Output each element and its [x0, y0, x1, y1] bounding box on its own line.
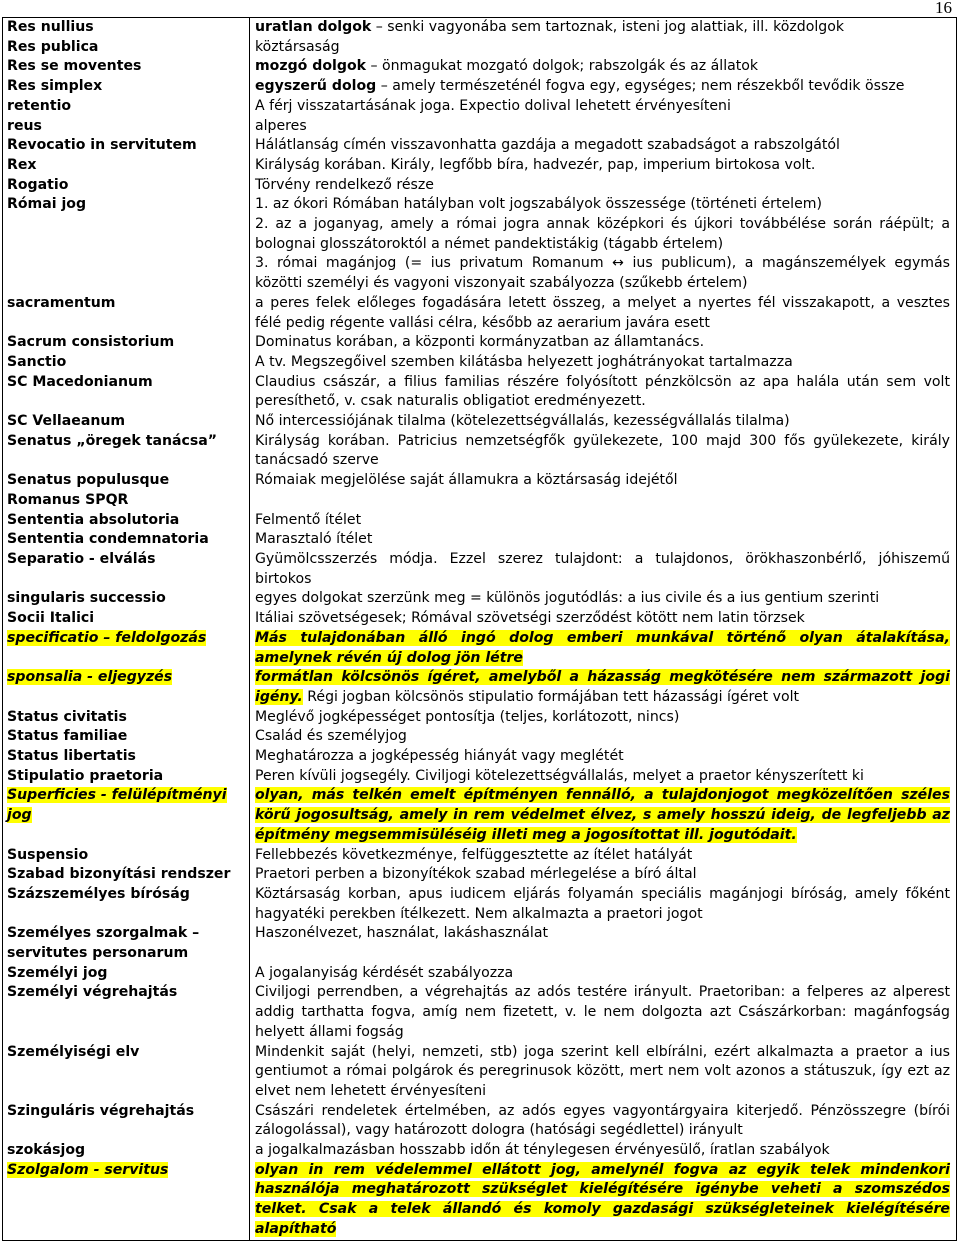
glossary-term: [3, 629, 250, 668]
glossary-term: [3, 18, 250, 38]
term-text: Superficies - felülépítményi jog: [7, 787, 227, 824]
glossary-term: [3, 412, 250, 432]
glossary-row: [3, 885, 956, 924]
glossary-definition: [250, 156, 956, 176]
definition-text: Császári rendeletek értelmében, az adós egyes vagyontárgyaira kiterjedő. Pénzösszegre (bírói zálogolással), vagy határozott dologra (hatósági segédlettel) irányult: [255, 1102, 950, 1139]
definition-text: formátlan kölcsönös ígéret, amelyből a házasság megkötésére nem származott jogi igény.: [255, 669, 950, 705]
term-text: Szabad bizonyítási rendszer: [7, 866, 231, 883]
glossary-row: [3, 1141, 956, 1161]
glossary-row: [3, 117, 956, 137]
definition-text: 3. római magánjog (= ius privatum Romanum ↔ ius publicum), a magánszemélyek egymás közötti személyi és vagyoni viszonyait szabályozza (szűkebb értelem): [255, 255, 950, 292]
definition-text: Civiljogi perrendben, a végrehajtás az adós testére irányult. Praetoriban: a felperes az alperest addig tarthatta fogva, amíg nem fizetett, v. le nem dolgozta azt Császárkorban: magánfogság helyett állami fogság: [255, 984, 950, 1040]
term-text: Személyiségi elv: [7, 1043, 140, 1060]
term-text: Sanctio: [7, 353, 67, 370]
glossary-definition: [250, 668, 956, 707]
glossary-row: [3, 786, 956, 845]
term-text: reus: [7, 117, 42, 134]
definition-text: Meglévő jogképességet pontosítja (teljes, korlátozott, nincs): [255, 708, 680, 725]
definition-text: Claudius császár, a filius familias részére folyósított pénzkölcsön az apa halála után sem volt peresíthető, v. csak naturalis obligatiot eredményezett.: [255, 373, 950, 410]
glossary-row: [3, 1161, 956, 1240]
glossary-term: [3, 77, 250, 97]
glossary-term: [3, 964, 250, 984]
term-text: SC Macedonianum: [7, 373, 153, 390]
glossary-term: [3, 668, 250, 707]
glossary-term: [3, 97, 250, 117]
definition-text: uratlan dolgok: [255, 19, 372, 35]
glossary-definition: [250, 18, 956, 38]
term-text: Res publica: [7, 38, 99, 55]
term-text: Suspensio: [7, 846, 89, 863]
definition-text: Fellebbezés következménye, felfüggesztette az ítélet hatályát: [255, 846, 693, 863]
glossary-row: [3, 38, 956, 58]
glossary-term: [3, 176, 250, 196]
term-text: Status familiae: [7, 728, 128, 745]
term-text: retentio: [7, 97, 72, 114]
glossary-term: [3, 117, 250, 137]
glossary-term: [3, 924, 250, 963]
glossary-definition: [250, 1141, 956, 1161]
definition-text: Régi jogban kölcsönös stipulatio formájában tett házassági ígéret volt: [302, 688, 800, 705]
definition-text: mozgó dolgok: [255, 58, 366, 75]
glossary-row: [3, 156, 956, 176]
glossary-row: [3, 432, 956, 471]
term-text: Szinguláris végrehajtás: [7, 1102, 195, 1119]
glossary-definition: [250, 786, 956, 845]
glossary-definition: [250, 38, 956, 58]
page-number: 16: [935, 0, 952, 17]
glossary-row: [3, 767, 956, 787]
glossary-term: [3, 747, 250, 767]
glossary-row: [3, 97, 956, 117]
glossary-row: [3, 589, 956, 609]
glossary-term: [3, 865, 250, 885]
glossary-row: [3, 924, 956, 963]
glossary-term: [3, 432, 250, 471]
definition-text: Peren kívüli jogsegély. Civiljogi kötelezettségvállalás, melyet a praetor kényszerített ki: [255, 767, 864, 784]
glossary-definition: [250, 432, 956, 471]
definition-text: 2. az a joganyag, amely a római jogra annak középkori és újkori továbbélése során ráépült; a bolognai glosszátoroktól a német pandektistákig (tágabb értelem): [255, 216, 950, 252]
term-text: Senatus populusque Romanus SPQR: [7, 472, 170, 508]
glossary-term: [3, 846, 250, 866]
glossary-row: [3, 668, 956, 707]
term-text: Rex: [7, 156, 37, 173]
glossary-term: [3, 885, 250, 924]
glossary-term: [3, 38, 250, 58]
glossary-row: [3, 333, 956, 353]
glossary-term: [3, 609, 250, 629]
glossary-term: [3, 333, 250, 353]
definition-text: – amely természeténél fogva egy, egységes; nem részekből tevődik össze: [376, 78, 905, 95]
glossary-term: [3, 294, 250, 333]
term-text: Separatio - elválás: [7, 550, 156, 567]
glossary-definition: [250, 117, 956, 137]
glossary-definition: [250, 195, 956, 294]
glossary-row: [3, 195, 956, 294]
glossary-row: [3, 1102, 956, 1141]
term-text: Status libertatis: [7, 748, 136, 765]
term-text: szokásjog: [7, 1142, 86, 1159]
glossary-term: [3, 1043, 250, 1102]
definition-text: a peres felek előleges fogadására letett összeg, a melyet a nyertes fél visszakapott, a vesztes félé pedig régente vallási célra, később az aerarium javára esett: [255, 294, 950, 331]
glossary-definition: [250, 865, 956, 885]
definition-text: Gyümölcsszerzés módja. Ezzel szerez tulajdont: a tulajdonos, örökhaszonbérlő, jóhiszemű birtokos: [255, 550, 950, 587]
glossary-row: [3, 18, 956, 38]
definition-text: alperes: [255, 117, 307, 134]
glossary-definition: [250, 924, 956, 963]
glossary-definition: [250, 550, 956, 589]
definition-text: Törvény rendelkező része: [255, 176, 434, 193]
glossary-term: [3, 57, 250, 77]
glossary-row: [3, 629, 956, 668]
glossary-definition: [250, 964, 956, 984]
term-text: Res se moventes: [7, 58, 142, 75]
glossary-term: [3, 589, 250, 609]
definition-text: egyes dolgokat szerzünk meg = különös jogutódlás: a ius civile és a ius gentium szerinti: [255, 590, 880, 607]
glossary-row: [3, 77, 956, 97]
glossary-definition: [250, 294, 956, 333]
term-text: Személyes szorgalmak – servitutes personarum: [7, 925, 200, 962]
definition-text: Praetori perben a bizonyítékok szabad mérlegelése a bíró által: [255, 866, 697, 883]
glossary-row: [3, 727, 956, 747]
glossary-term: [3, 708, 250, 728]
glossary-row: [3, 550, 956, 589]
glossary-term: [3, 195, 250, 294]
term-text: Sententia condemnatoria: [7, 531, 209, 548]
glossary-term: [3, 530, 250, 550]
glossary-definition: [250, 1102, 956, 1141]
glossary-definition: [250, 176, 956, 196]
glossary-row: [3, 57, 956, 77]
glossary-term: [3, 471, 250, 510]
glossary-definition: [250, 353, 956, 373]
definition-text: A férj visszatartásának joga. Expectio dolival lehetett érvényesíteni: [255, 97, 731, 114]
glossary-definition: [250, 983, 956, 1042]
term-text: Rogatio: [7, 176, 69, 193]
term-text: sacramentum: [7, 294, 116, 311]
glossary-term: [3, 511, 250, 531]
term-text: sponsalia - eljegyzés: [7, 669, 173, 686]
glossary-row: [3, 412, 956, 432]
definition-text: olyan, más telkén emelt építményen fennálló, a tulajdonjogot megközelítően széles körű jogosultság, amely in rem védelmet élvez, s amely hosszú ideig, de legfeljebb az építmény megsemmisüléséig illeti meg a jogosítottat ill. jogutódait.: [255, 787, 950, 843]
glossary-row: [3, 708, 956, 728]
glossary-term: [3, 983, 250, 1042]
definition-text: Rómaiak megjelölése saját államukra a köztársaság idejétől: [255, 472, 678, 489]
glossary-definition: [250, 708, 956, 728]
definition-text: A jogalanyiság kérdését szabályozza: [255, 964, 514, 981]
glossary-row: [3, 747, 956, 767]
term-text: Revocatio in servitutem: [7, 137, 197, 154]
definition-text: Meghatározza a jogképesség hiányát vagy meglétét: [255, 748, 624, 765]
glossary-table: [2, 17, 957, 1241]
glossary-term: [3, 1141, 250, 1161]
glossary-definition: [250, 333, 956, 353]
term-text: Senatus „öregek tanácsa”: [7, 432, 218, 449]
definition-text: Család és személyjog: [255, 728, 407, 745]
term-text: Status civitatis: [7, 708, 127, 725]
term-text: Res nullius: [7, 19, 94, 35]
glossary-term: [3, 373, 250, 412]
definition-text: Más tulajdonában álló ingó dolog emberi munkával történő olyan átalakítása, amelynek révén új dolog jön létre: [255, 629, 950, 666]
glossary-definition: [250, 767, 956, 787]
definition-text: Hálátlanság címén visszavonhatta gazdája a megadott szabadságot a rabszolgától: [255, 137, 840, 154]
glossary-definition: [250, 629, 956, 668]
glossary-definition: [250, 1043, 956, 1102]
glossary-definition: [250, 77, 956, 97]
definition-text: Marasztaló ítélet: [255, 531, 373, 548]
glossary-definition: [250, 136, 956, 156]
term-text: Százszemélyes bíróság: [7, 885, 190, 902]
glossary-row: [3, 294, 956, 333]
glossary-row: [3, 471, 956, 510]
glossary-row: [3, 373, 956, 412]
glossary-definition: [250, 57, 956, 77]
definition-text: Királyság korában. Patricius nemzetségfők gyülekezete, 100 majd 300 fős gyülekezete, király tanácsadó szerve: [255, 432, 950, 469]
glossary-row: [3, 136, 956, 156]
glossary-term: [3, 136, 250, 156]
definition-text: Köztársaság korban, apus iudicem eljárás folyamán speciális magánjogi bíróság, amely főként hagyatéki perekben ítélkezett. Nem alkalmazta a praetori jogot: [255, 885, 950, 922]
definition-text: olyan in rem védelemmel ellátott jog, amelynél fogva az egyik telek mindenkori használója meghatározott szükséglet kielégítésére igénybe veheti a szomszédos telket. Csak a telek állandó és komoly gazdasági szükségleteinek kielégítésére alapítható: [255, 1161, 950, 1237]
glossary-row: [3, 530, 956, 550]
definition-text: köztársaság: [255, 38, 340, 55]
glossary-row: [3, 964, 956, 984]
term-text: Személyi jog: [7, 964, 108, 981]
definition-text: Itáliai szövetségesek; Rómával szövetségi szerződést kötött nem latin törzsek: [255, 610, 805, 627]
glossary-row: [3, 511, 956, 531]
term-text: Socii Italici: [7, 610, 95, 627]
glossary-definition: [250, 412, 956, 432]
glossary-term: [3, 353, 250, 373]
definition-text: Mindenkit saját (helyi, nemzeti, stb) joga szerint kell elbírálni, ezért alkalmazta a praetor a ius gentiumot a római polgárok és peregrinusok között, mert nem volt azonos a státuszuk, így ezt az elvet nem lehetett érvényesíteni: [255, 1043, 950, 1099]
glossary-term: [3, 550, 250, 589]
definition-text: A tv. Megszegőivel szemben kilátásba helyezett joghátrányokat tartalmazza: [255, 353, 793, 370]
glossary-definition: [250, 885, 956, 924]
definition-text: – önmagukat mozgató dolgok; rabszolgák és az állatok: [366, 58, 759, 75]
definition-text: 1. az ókori Rómában hatályban volt jogszabályok összessége (történeti értelem): [255, 196, 822, 213]
glossary-term: [3, 1161, 250, 1240]
glossary-term: [3, 767, 250, 787]
definition-text: Dominatus korában, a központi kormányzatban az államtanács.: [255, 334, 705, 351]
glossary-row: [3, 983, 956, 1042]
glossary-row: [3, 176, 956, 196]
term-text: Szolgalom - servitus: [7, 1161, 169, 1178]
definition-text: – senki vagyonába sem tartoznak, isteni jog alattiak, ill. közdolgok: [371, 19, 844, 35]
glossary-definition: [250, 727, 956, 747]
term-text: SC Vellaeanum: [7, 413, 126, 430]
term-text: Sententia absolutoria: [7, 511, 180, 528]
glossary-row: [3, 865, 956, 885]
glossary-term: [3, 786, 250, 845]
term-text: Res simplex: [7, 78, 103, 95]
glossary-definition: [250, 471, 956, 510]
term-text: Római jog: [7, 196, 87, 213]
term-text: singularis successio: [7, 590, 166, 607]
glossary-definition: [250, 609, 956, 629]
definition-text: Felmentő ítélet: [255, 511, 362, 528]
term-text: Sacrum consistorium: [7, 334, 175, 351]
glossary-definition: [250, 373, 956, 412]
definition-text: Haszonélvezet, használat, lakáshasználat: [255, 925, 549, 942]
glossary-row: [3, 846, 956, 866]
glossary-definition: [250, 846, 956, 866]
glossary-term: [3, 727, 250, 747]
term-text: Stipulatio praetoria: [7, 767, 164, 784]
glossary-definition: [250, 511, 956, 531]
glossary-row: [3, 1043, 956, 1102]
glossary-definition: [250, 530, 956, 550]
glossary-definition: [250, 589, 956, 609]
glossary-row: [3, 609, 956, 629]
glossary-row: [3, 353, 956, 373]
glossary-definition: [250, 97, 956, 117]
glossary-term: [3, 156, 250, 176]
definition-text: a jogalkalmazásban hosszabb időn át ténylegesen érvényesülő, íratlan szabályok: [255, 1142, 830, 1159]
definition-text: Királyság korában. Király, legfőbb bíra, hadvezér, pap, imperium birtokosa volt.: [255, 156, 816, 173]
term-text: specificatio – feldolgozás: [7, 629, 207, 646]
glossary-definition: [250, 747, 956, 767]
definition-text: Nő intercessiójának tilalma (kötelezettségvállalás, kezességvállalás tilalma): [255, 413, 790, 430]
definition-text: egyszerű dolog: [255, 78, 377, 95]
glossary-term: [3, 1102, 250, 1141]
glossary-definition: [250, 1161, 956, 1240]
term-text: Személyi végrehajtás: [7, 984, 178, 1001]
